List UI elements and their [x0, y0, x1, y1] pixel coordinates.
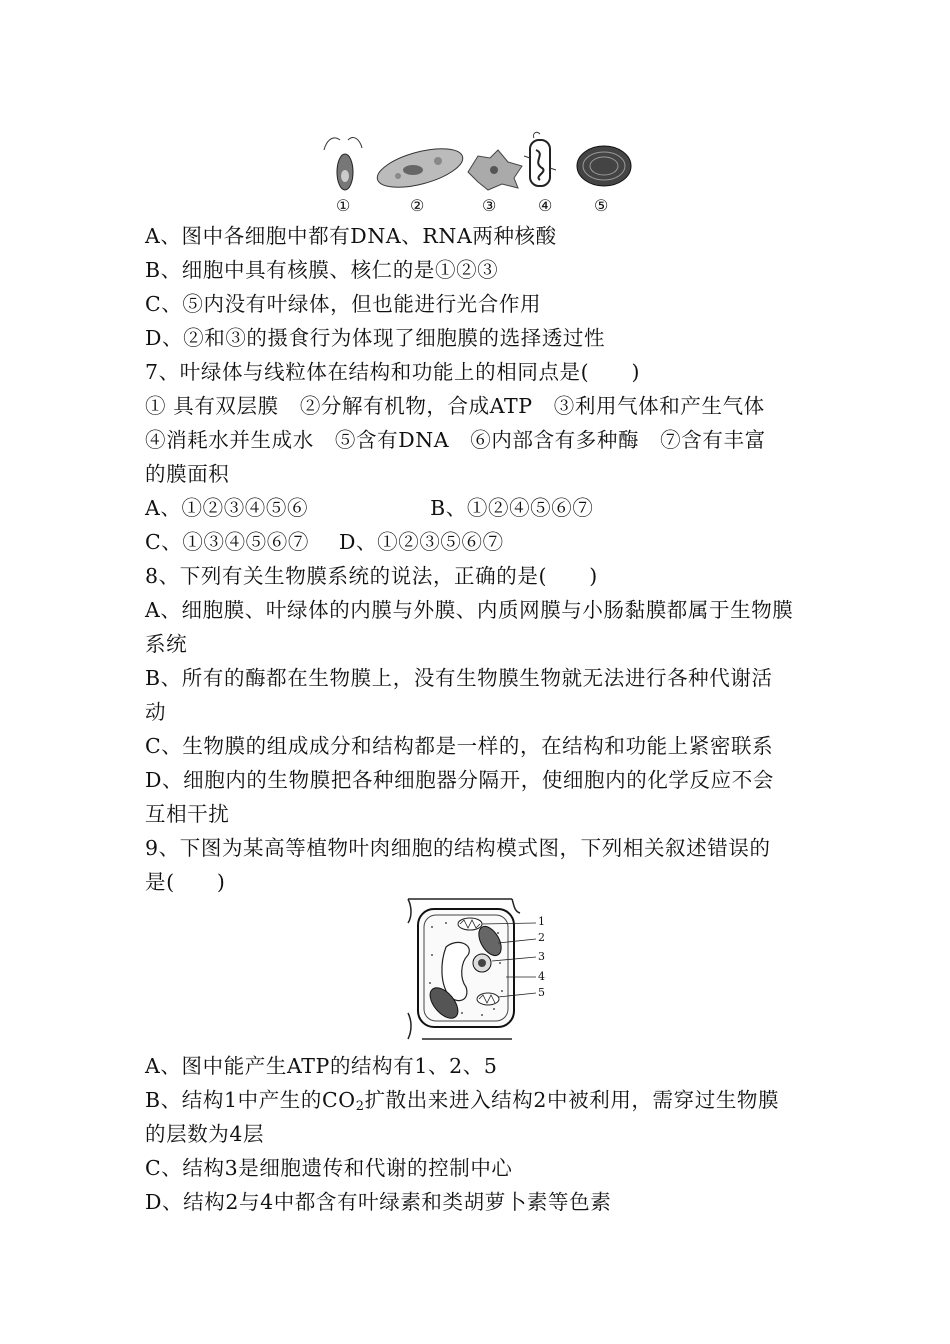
q9-option-a: A、图中能产生ATP的结构有1、2、5: [145, 1054, 498, 1078]
cell-part-label: 1: [538, 915, 545, 928]
figure-label: ④: [538, 196, 553, 215]
cell-part-label: 5: [538, 986, 545, 999]
cell-part-label: 4: [538, 970, 545, 983]
figure-label: ⑤: [594, 196, 609, 215]
q7-option-d: D、①②③⑤⑥⑦: [339, 530, 504, 554]
q9-option-b-text1: B、结构1中产生的CO: [145, 1088, 356, 1112]
q6-option-d: D、②和③的摄食行为体现了细胞膜的选择透过性: [145, 326, 606, 350]
q6-option-a: A、图中各细胞中都有DNA、RNA两种核酸: [145, 224, 557, 248]
q8-stem: 8、下列有关生物膜系统的说法，正确的是( ): [145, 564, 598, 588]
cells-illustration: [318, 128, 638, 198]
q7-option-b: B、①②④⑤⑥⑦: [430, 496, 594, 520]
q7-option-a: A、①②③④⑤⑥: [145, 496, 309, 520]
q9-stem: 9、下图为某高等植物叶肉细胞的结构模式图，下列相关叙述错误的: [145, 836, 771, 860]
plant-cell-figure: [402, 893, 562, 1043]
q9-option-c: C、结构3是细胞遗传和代谢的控制中心: [145, 1156, 513, 1180]
q8-option-d-cont: 互相干扰: [145, 802, 230, 826]
q9-stem-cont: 是( ): [145, 870, 226, 894]
q6-option-c: C、⑤内没有叶绿体，但也能进行光合作用: [145, 292, 542, 316]
cyanobacterium-cell-image: [577, 146, 631, 186]
q9-option-d: D、结构2与4中都含有叶绿素和类胡萝卜素等色素: [145, 1190, 612, 1214]
bacterium-cell-image: [524, 132, 556, 186]
q8-option-a: A、细胞膜、叶绿体的内膜与外膜、内质网膜与小肠黏膜都属于生物膜: [145, 598, 794, 622]
cell-part-label: 3: [538, 950, 545, 963]
q8-option-b-cont: 动: [145, 700, 167, 724]
q7-items-line2: ④消耗水并生成水 ⑤含有DNA ⑥内部含有多种酶 ⑦含有丰富: [145, 428, 766, 452]
figure-label: ③: [482, 196, 497, 215]
q6-option-b: B、细胞中具有核膜、核仁的是①②③: [145, 258, 499, 282]
q9-option-b-text2: 扩散出来进入结构2中被利用，需穿过生物膜: [364, 1088, 780, 1112]
paramecium-cell-image: [373, 141, 466, 195]
cells-figure: [318, 128, 638, 220]
cell-part-label: 2: [538, 931, 545, 944]
q8-option-d: D、细胞内的生物膜把各种细胞器分隔开，使细胞内的化学反应不会: [145, 768, 774, 792]
figure-label: ②: [410, 196, 425, 215]
q7-stem: 7、叶绿体与线粒体在结构和功能上的相同点是( ): [145, 360, 641, 384]
q7-options-row1: [145, 491, 815, 525]
q7-items-line3: 的膜面积: [145, 462, 230, 486]
q8-option-a-cont: 系统: [145, 632, 188, 656]
q9-option-b-cont: 的层数为4层: [145, 1122, 265, 1146]
euglena-cell-image: [324, 138, 362, 190]
q7-option-c: C、①③④⑤⑥⑦: [145, 530, 309, 554]
figure-label: ①: [336, 196, 351, 215]
amoeba-cell-image: [468, 150, 522, 190]
q9-option-b-subscript: 2: [355, 1099, 365, 1114]
q8-option-b: B、所有的酶都在生物膜上，没有生物膜生物就无法进行各种代谢活: [145, 666, 773, 690]
q7-options-row2: [145, 525, 815, 559]
q8-option-c: C、生物膜的组成成分和结构都是一样的，在结构和功能上紧密联系: [145, 734, 774, 758]
q7-items-line1: ① 具有双层膜 ②分解有机物，合成ATP ③利用气体和产生气体: [145, 394, 765, 418]
